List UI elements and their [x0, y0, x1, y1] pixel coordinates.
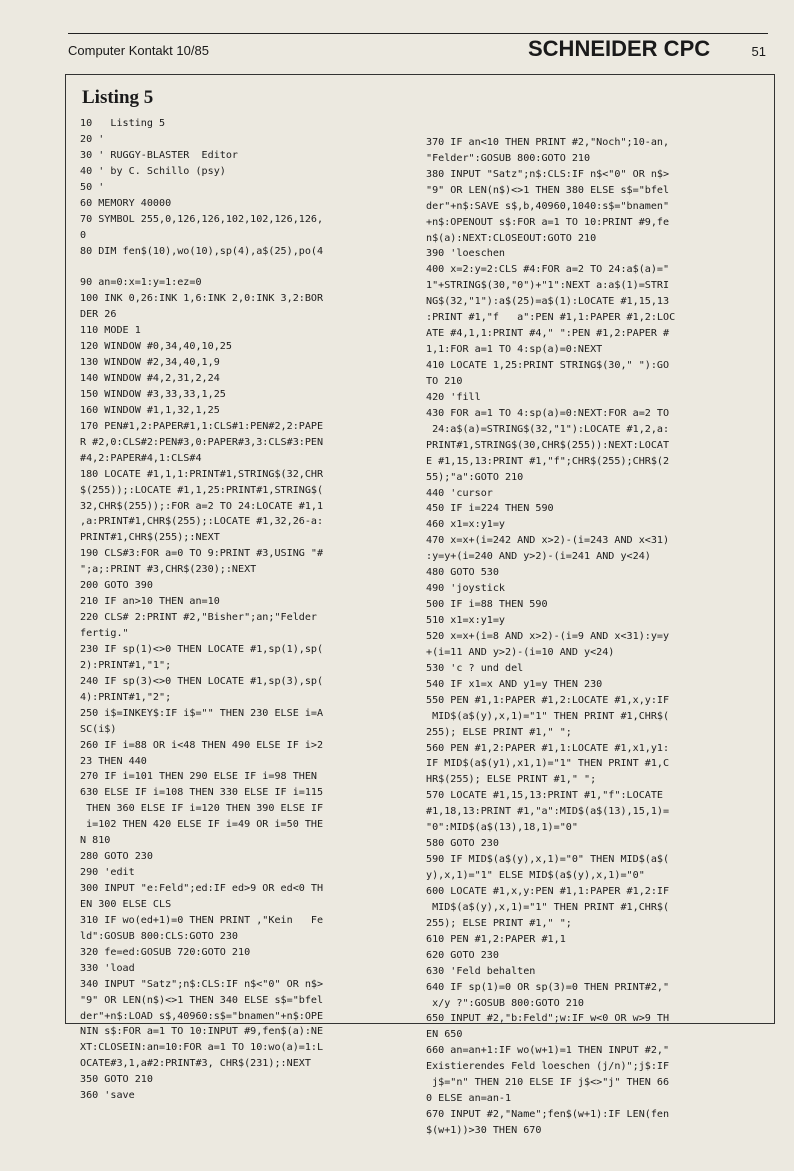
code-line: 40 ' by C. Schillo (psy) [80, 165, 226, 177]
code-line: 460 x1=x:y1=y [426, 519, 506, 531]
code-line: MID$(a$(y),x,1)="1" THEN PRINT #1,CHR$( [426, 901, 670, 913]
code-line: 1,1:FOR a=1 TO 4:sp(a)=0:NEXT [426, 344, 603, 356]
code-line: XT:CLOSEIN:an=10:FOR a=1 TO 10:wo(a)=1:L [80, 1042, 324, 1054]
code-line: 340 INPUT "Satz";n$:CLS:IF n$<"0" OR n$> [80, 978, 324, 990]
code-line: 255); ELSE PRINT #1," "; [426, 726, 572, 738]
code-line: 600 LOCATE #1,x,y:PEN #1,1:PAPER #1,2:IF [426, 885, 670, 897]
code-line: fertig." [80, 628, 129, 639]
code-line: "9" OR LEN(n$)<>1 THEN 380 ELSE s$="bfel [426, 184, 670, 196]
code-line: 370 IF an<10 THEN PRINT #2,"Noch";10-an, [426, 136, 670, 148]
code-line: 470 x=x+(i=242 AND x>2)-(i=243 AND x<31) [426, 535, 670, 547]
code-line: SC(i$) [80, 723, 117, 735]
code-line: ,a:PRINT#1,CHR$(255);:LOCATE #1,32,26-a: [80, 516, 324, 528]
left-column [80, 75, 420, 1102]
code-line: 640 IF sp(1)=0 OR sp(3)=0 THEN PRINT#2," [426, 981, 670, 993]
code-line: 390 'loeschen [426, 248, 506, 260]
code-line: 30 ' RUGGY-BLASTER Editor [80, 149, 239, 161]
code-line: 140 WINDOW #4,2,31,2,24 [80, 373, 220, 384]
section-title: SCHNEIDER CPC [528, 36, 711, 61]
code-line: 500 IF i=88 THEN 590 [426, 599, 548, 611]
code-line: 530 'c ? und del [426, 662, 524, 674]
code-line: 660 an=an+1:IF wo(w+1)=1 THEN INPUT #2," [426, 1045, 670, 1057]
code-line: "Felder":GOSUB 800:GOTO 210 [426, 152, 591, 164]
code-line: 4):PRINT#1,"2"; [80, 691, 172, 703]
code-line: #1,18,13:PRINT #1,"a":MID$(a$(13),15,1)= [426, 806, 670, 818]
code-line: THEN 360 ELSE IF i=120 THEN 390 ELSE IF [80, 803, 324, 815]
code-line: 280 GOTO 230 [80, 851, 153, 863]
listing-box [65, 74, 775, 1137]
code-line: 450 IF i=224 THEN 590 [426, 503, 554, 515]
code-line: 24:a$(a)=STRING$(32,"1"):LOCATE #1,2,a: [426, 423, 670, 435]
code-line: der"+n$:SAVE s$,b,40960,1040:s$="bnamen" [426, 200, 670, 212]
code-line: 55);"a":GOTO 210 [426, 471, 524, 483]
code-line: HR$(255); ELSE PRINT #1," "; [426, 774, 597, 786]
code-line: 630 ELSE IF i=108 THEN 330 ELSE IF i=115 [80, 787, 324, 799]
code-line: 230 IF sp(1)<>0 THEN LOCATE #1,sp(1),sp( [80, 643, 324, 655]
code-line: ld":GOSUB 800:CLS:GOTO 230 [80, 930, 239, 942]
code-line: R #2,0:CLS#2:PEN#3,0:PAPER#3,3:CLS#3:PEN [80, 436, 324, 448]
code-line: 650 INPUT #2,"b:Feld";w:IF w<0 OR w>9 TH [426, 1013, 670, 1025]
code-line: EN 300 ELSE CLS [80, 898, 172, 910]
code-line: #4,2:PAPER#4,1:CLS#4 [80, 452, 202, 464]
code-line: :y=y+(i=240 AND y>2)-(i=241 AND y<24) [426, 551, 651, 563]
code-line: 10 Listing 5 [80, 118, 166, 129]
code-line: "0":MID$(a$(13),18,1)="0" [426, 822, 578, 834]
code-line: +(i=11 AND y>2)-(i=10 AND y<24) [426, 646, 615, 658]
code-line: :PRINT #1,"f a":PEN #1,1:PAPER #1,2:LOC [426, 312, 676, 324]
code-line: n$(a):NEXT:CLOSEOUT:GOTO 210 [426, 232, 597, 244]
code-line: 90 an=0:x=1:y=1:ez=0 [80, 277, 202, 289]
code-line: 440 'cursor [426, 487, 493, 499]
code-line: 290 'edit [80, 867, 135, 879]
code-line: 630 'Feld behalten [426, 965, 536, 977]
code-line: 380 INPUT "Satz";n$:CLS:IF n$<"0" OR n$> [426, 168, 670, 180]
code-line: $(w+1))>30 THEN 670 [426, 1125, 542, 1137]
code-line: 670 INPUT #2,"Name";fen$(w+1):IF LEN(fen [426, 1109, 670, 1121]
code-line: 540 IF x1=x AND y1=y THEN 230 [426, 678, 603, 690]
code-line: 320 fe=ed:GOSUB 720:GOTO 210 [80, 946, 251, 958]
code-line: OCATE#3,1,a#2:PRINT#3, CHR$(231);:NEXT [80, 1058, 311, 1070]
code-line: PRINT#1,STRING$(30,CHR$(255)):NEXT:LOCAT [426, 439, 670, 451]
code-line: 60 MEMORY 40000 [80, 197, 172, 209]
code-line: 580 GOTO 230 [426, 838, 499, 850]
code-line [80, 259, 323, 275]
code-line: 570 LOCATE #1,15,13:PRINT #1,"f":LOCATE [426, 790, 664, 802]
code-line: 430 FOR a=1 TO 4:sp(a)=0:NEXT:FOR a=2 TO [426, 407, 670, 419]
code-line: j$="n" THEN 210 ELSE IF j$<>"j" THEN 66 [426, 1077, 670, 1089]
code-line: 610 PEN #1,2:PAPER #1,1 [426, 933, 566, 945]
code-line: N 810 [80, 835, 111, 847]
code-line: ";a;:PRINT #3,CHR$(230);:NEXT [80, 564, 257, 576]
code-line: 180 LOCATE #1,1,1:PRINT#1,STRING$(32,CHR [80, 468, 324, 480]
code-line: 80 DIM fen$(10),wo(10),sp(4),a$(25),po(4 [80, 245, 324, 257]
code-line: 270 IF i=101 THEN 290 ELSE IF i=98 THEN [80, 771, 318, 783]
code-line: 360 'save [80, 1090, 135, 1102]
code-line: 0 ELSE an=an-1 [426, 1093, 512, 1105]
code-line: x/y ?":GOSUB 800:GOTO 210 [426, 997, 585, 1009]
code-line: 130 WINDOW #2,34,40,1,9 [80, 357, 220, 369]
code-line: +n$:OPENOUT s$:FOR a=1 TO 10:PRINT #9,fe [426, 216, 670, 228]
code-line: 210 IF an>10 THEN an=10 [80, 596, 220, 608]
code-line: 480 GOTO 530 [426, 567, 499, 579]
code-line: y),x,1)="1" ELSE MID$(a$(y),x,1)="0" [426, 870, 645, 882]
code-line: 490 'joystick [426, 583, 506, 595]
code-line: 32,CHR$(255));:FOR a=2 TO 24:LOCATE #1,1 [80, 500, 324, 512]
left-code-lines [80, 116, 323, 1104]
code-line: 190 CLS#3:FOR a=0 TO 9:PRINT #3,USING "# [80, 548, 324, 560]
code-line: 590 IF MID$(a$(y),x,1)="0" THEN MID$(a$( [426, 854, 670, 866]
code-line: 240 IF sp(3)<>0 THEN LOCATE #1,sp(3),sp( [80, 675, 324, 687]
code-line: 310 IF wo(ed+1)=0 THEN PRINT ,"Kein Fe [80, 914, 324, 926]
listing-title: Listing 5 [82, 87, 154, 108]
code-line: DER 26 [80, 309, 117, 321]
code-line: 200 GOTO 390 [80, 580, 153, 592]
code-line: 300 INPUT "e:Feld";ed:IF ed>9 OR ed<0 TH [80, 883, 324, 894]
code-line: 250 i$=INKEY$:IF i$="" THEN 230 ELSE i=A [80, 707, 324, 719]
code-line: ATE #4,1,1:PRINT #4," ":PEN #1,2:PAPER # [426, 328, 670, 340]
code-line: EN 650 [426, 1029, 463, 1041]
code-line: NG$(32,"1"):a$(25)=a$(1):LOCATE #1,15,13 [426, 296, 670, 308]
code-line: i=102 THEN 420 ELSE IF i=49 OR i=50 THE [80, 819, 324, 831]
code-line: 70 SYMBOL 255,0,126,126,102,102,126,126, [80, 213, 324, 225]
code-line: 520 x=x+(i=8 AND x>2)-(i=9 AND x<31):y=y [426, 630, 670, 642]
code-line: "9" OR LEN(n$)<>1 THEN 340 ELSE s$="bfel [80, 994, 324, 1006]
code-line: 550 PEN #1,1:PAPER #1,2:LOCATE #1,x,y:IF [426, 694, 670, 706]
code-line: 170 PEN#1,2:PAPER#1,1:CLS#1:PEN#2,2:PAPE [80, 420, 324, 432]
code-line: 120 WINDOW #0,34,40,10,25 [80, 341, 232, 353]
code-line: 510 x1=x:y1=y [426, 615, 506, 627]
page-header [68, 33, 768, 64]
code-line: der"+n$:LOAD s$,40960:s$="bnamen"+n$:OPE [80, 1010, 324, 1022]
magazine-issue: Computer Kontakt 10/85 [68, 43, 209, 58]
code-line: 50 ' [80, 181, 105, 193]
code-line: 220 CLS# 2:PRINT #2,"Bisher";an;"Felder [80, 612, 318, 624]
code-line: 400 x=2:y=2:CLS #4:FOR a=2 TO 24:a$(a)=" [426, 264, 670, 276]
code-line: 0 [80, 229, 87, 241]
right-column [426, 103, 766, 1171]
code-line: Existierendes Feld loeschen (j/n)";j$:IF [426, 1061, 670, 1073]
code-line: 23 THEN 440 [80, 755, 147, 767]
page-number: 51 [751, 44, 766, 59]
code-line: IF MID$(a$(y1),x1,1)="1" THEN PRINT #1,C [426, 758, 670, 770]
code-line: 1"+STRING$(30,"0")+"1":NEXT a:a$(1)=STRI [426, 280, 670, 292]
code-line: NIN s$:FOR a=1 TO 10:INPUT #9,fen$(a):NE [80, 1026, 324, 1038]
code-line: $(255));:LOCATE #1,1,25:PRINT#1,STRING$( [80, 484, 324, 496]
code-line: 20 ' [80, 133, 105, 145]
code-line: 330 'load [80, 962, 135, 974]
code-line: 620 GOTO 230 [426, 949, 499, 961]
code-line: 410 LOCATE 1,25:PRINT STRING$(30," "):GO [426, 360, 670, 372]
code-line: 350 GOTO 210 [80, 1074, 153, 1086]
code-line: 255); ELSE PRINT #1," "; [426, 917, 572, 929]
code-line: TO 210 [426, 375, 463, 387]
right-code-lines [426, 135, 766, 1139]
code-line: 2):PRINT#1,"1"; [80, 659, 172, 671]
code-line: E #1,15,13:PRINT #1,"f";CHR$(255);CHR$(2 [426, 455, 670, 467]
code-line: 110 MODE 1 [80, 325, 141, 337]
code-line: 260 IF i=88 OR i<48 THEN 490 ELSE IF i>2 [80, 739, 324, 751]
code-line: 100 INK 0,26:INK 1,6:INK 2,0:INK 3,2:BOR [80, 293, 324, 305]
code-line: 150 WINDOW #3,33,33,1,25 [80, 388, 226, 400]
code-line: 560 PEN #1,2:PAPER #1,1:LOCATE #1,x1,y1: [426, 742, 670, 754]
code-line: PRINT#1,CHR$(255);:NEXT [80, 532, 220, 544]
code-line: 160 WINDOW #1,1,32,1,25 [80, 404, 220, 416]
code-line: 420 'fill [426, 391, 481, 403]
code-line: MID$(a$(y),x,1)="1" THEN PRINT #1,CHR$( [426, 710, 670, 722]
